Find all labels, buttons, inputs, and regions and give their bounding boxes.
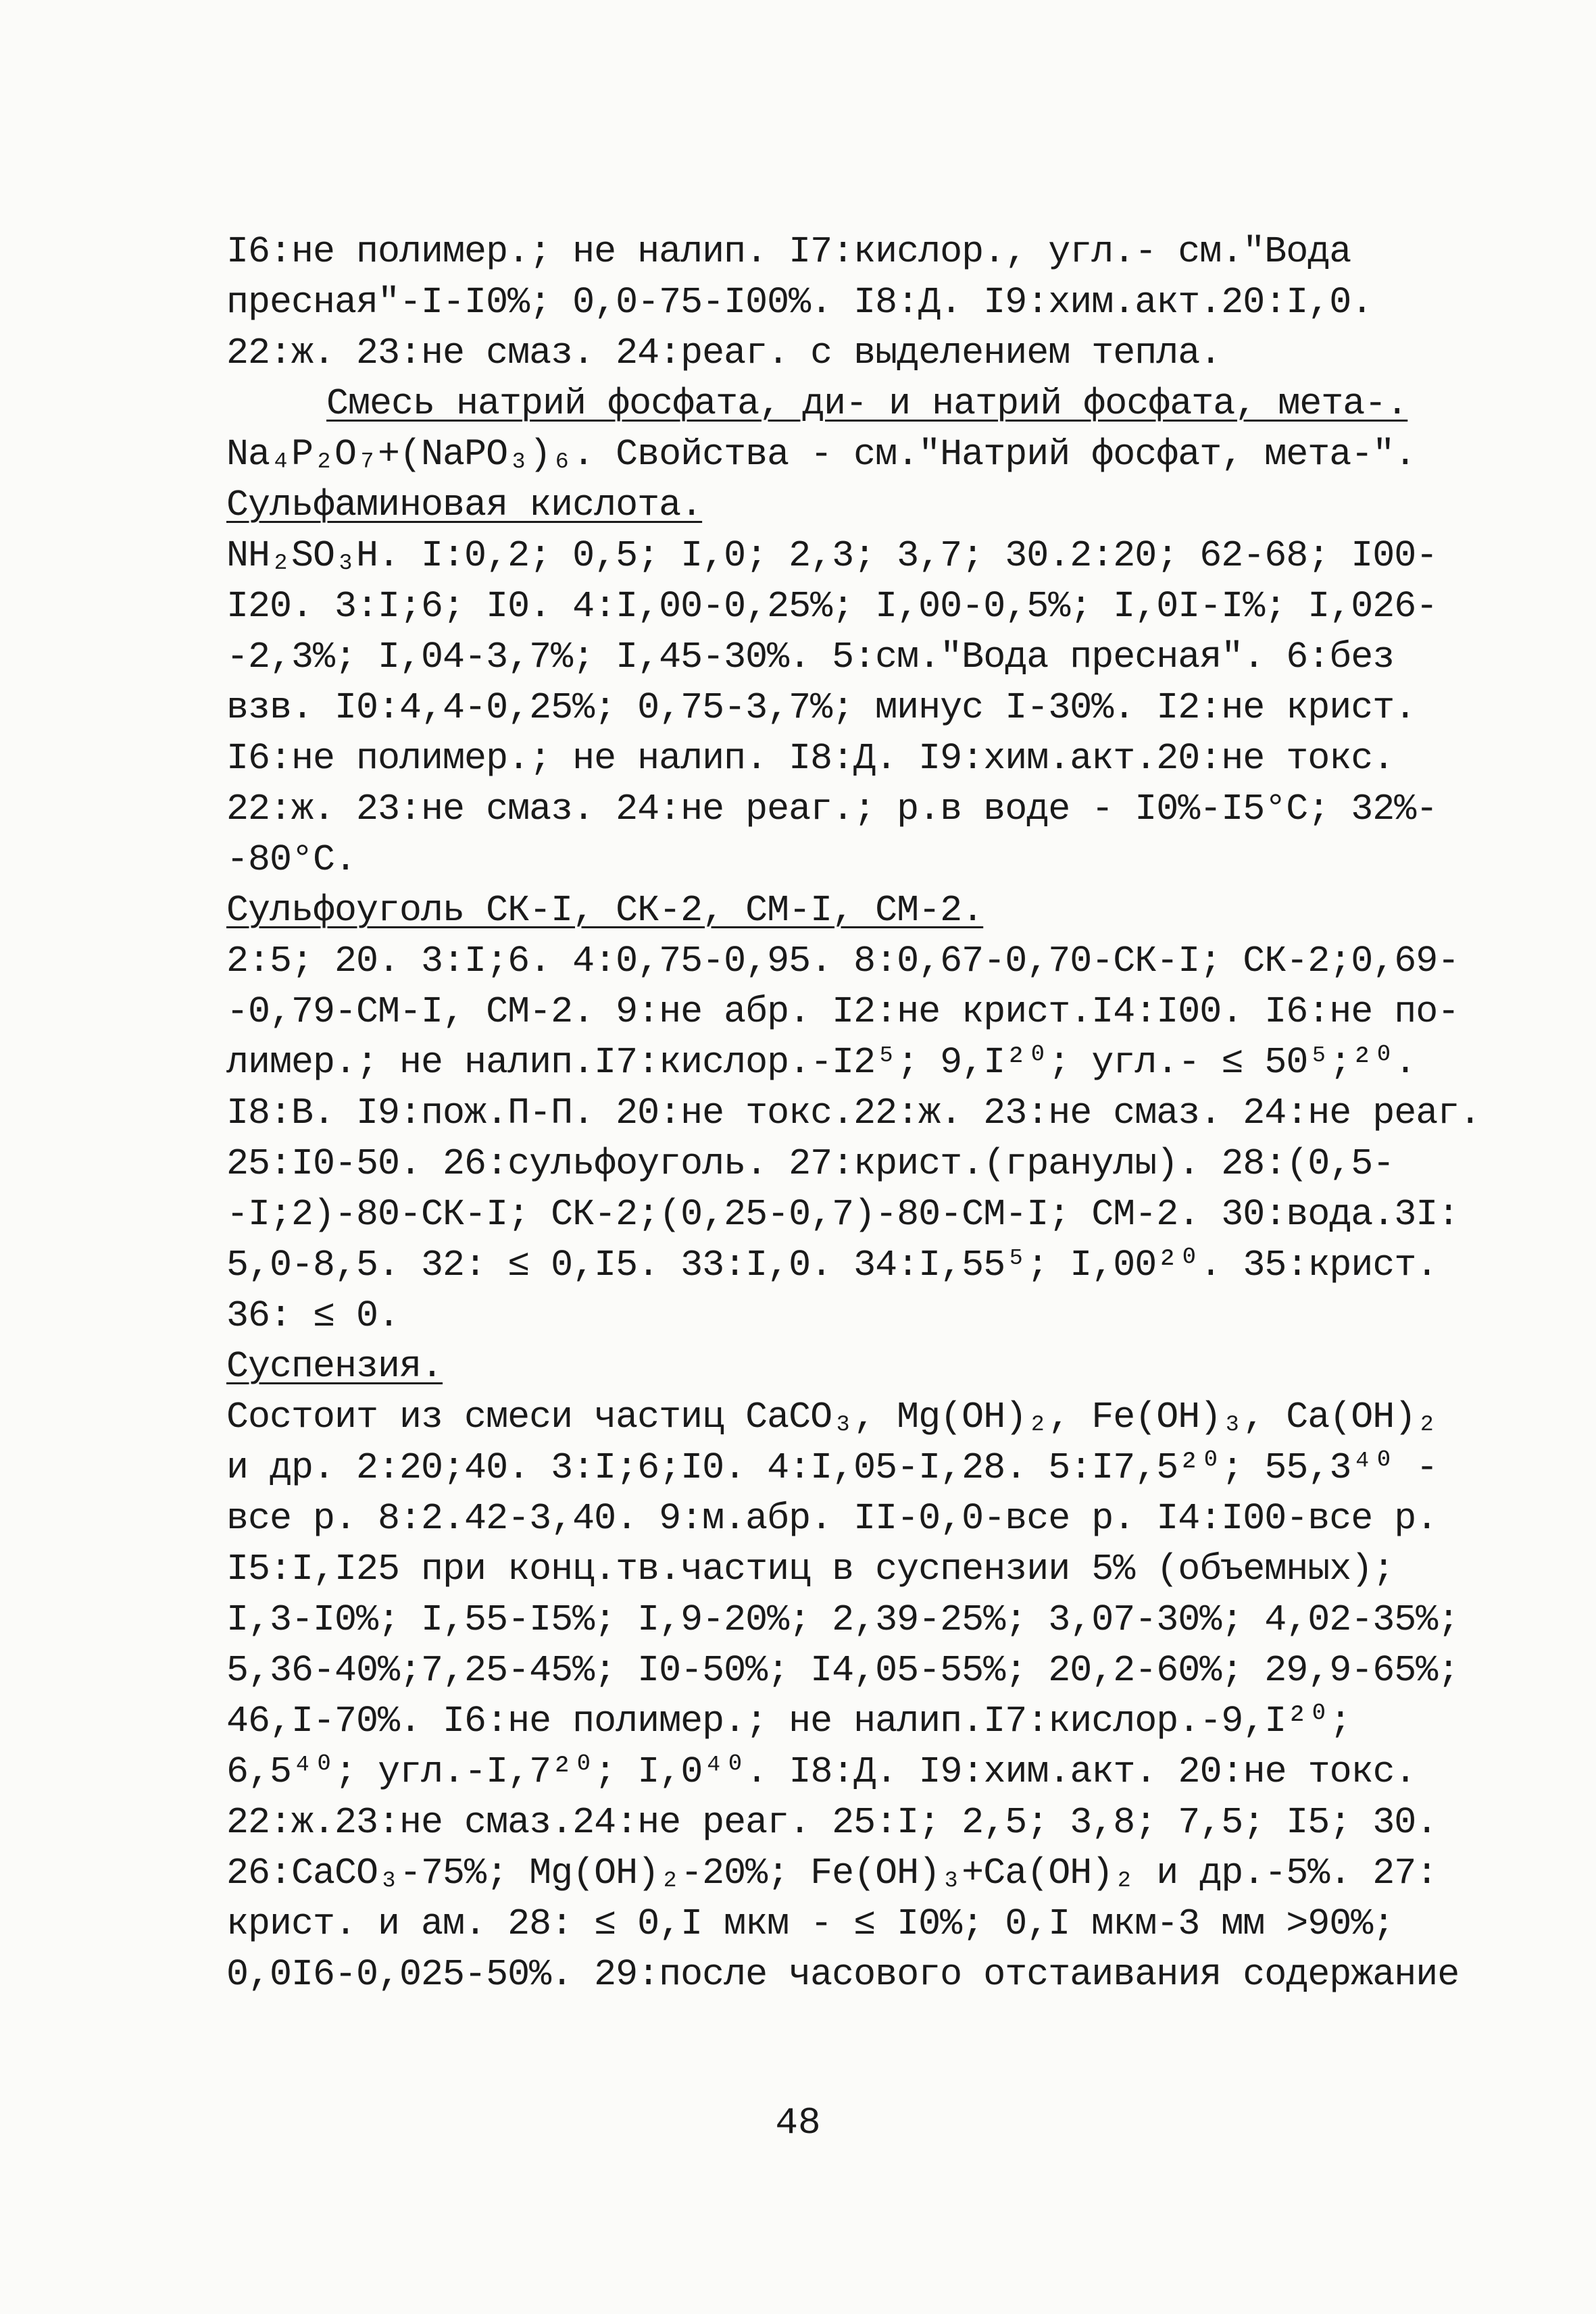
text-line: 2:5; 20. 3:I;6. 4:0,75-0,95. 8:0,67-0,70-СК-I; СК-2;0,69- (226, 940, 1460, 982)
text-line: -2,3%; I,04-3,7%; I,45-30%. 5:см."Вода пресная". 6:без (226, 636, 1395, 678)
section-heading: Смесь натрий фосфата, ди- и натрий фосфата, мета-. (326, 382, 1408, 425)
text-line: и др. 2:20;40. 3:I;6;I0. 4:I,05-I,28. 5:I7,5²⁰; 55,3⁴⁰ - (226, 1447, 1438, 1489)
text-line: -I;2)-80-СК-I; СК-2;(0,25-0,7)-80-СМ-I; СМ-2. 30:вода.3I: (226, 1193, 1460, 1236)
text-line: 5,0-8,5. 32: ≤ 0,I5. 33:I,0. 34:I,55⁵; I,00²⁰. 35:крист. (226, 1244, 1438, 1286)
text-line: 5,36-40%;7,25-45%; I0-50%; I4,05-55%; 20,2-60%; 29,9-65%; (226, 1649, 1460, 1692)
text-line: крист. и ам. 28: ≤ 0,I мкм - ≤ I0%; 0,I мкм-3 мм >90%; (226, 1903, 1395, 1945)
section-heading: Суспензия. (226, 1345, 443, 1388)
text-line: I,3-I0%; I,55-I5%; I,9-20%; 2,39-25%; 3,07-30%; 4,02-35%; (226, 1599, 1460, 1641)
text-line: 6,5⁴⁰; угл.-I,7²⁰; I,0⁴⁰. I8:Д. I9:хим.акт. 20:не токс. (226, 1751, 1416, 1793)
text-line: взв. I0:4,4-0,25%; 0,75-3,7%; минус I-30%. I2:не крист. (226, 686, 1416, 729)
text-line: I8:В. I9:пож.П-П. 20:не токс.22:ж. 23:не смаз. 24:не реаг. (226, 1092, 1481, 1134)
text-line: 26:CaCO₃-75%; Mg(OH)₂-20%; Fe(OH)₃+Ca(OH)₂ и др.-5%. 27: (226, 1852, 1438, 1894)
text-line: -0,79-СМ-I, СМ-2. 9:не абр. I2:не крист.I4:I00. I6:не по- (226, 990, 1460, 1033)
text-line: 22:ж. 23:не смаз. 24:не реаг.; р.в воде - I0%-I5°C; 32%- (226, 788, 1438, 830)
text-line: все р. 8:2.42-3,40. 9:м.абр. II-0,0-все р. I4:I00-все р. (226, 1497, 1438, 1540)
text-line: I20. 3:I;6; I0. 4:I,00-0,25%; I,00-0,5%; I,0I-I%; I,026- (226, 585, 1438, 628)
text-line: I5:I,I25 при конц.тв.частиц в суспензии 5% (объемных); (226, 1548, 1395, 1590)
text-line: 25:I0-50. 26:сульфоуголь. 27:крист.(гранулы). 28:(0,5- (226, 1142, 1395, 1185)
text-line: Na₄P₂O₇+(NaPO₃)₆. Свойства - см."Натрий фосфат, мета-". (226, 433, 1416, 476)
page-number: 48 (775, 2101, 821, 2144)
text-line: -80°C. (226, 838, 357, 881)
text-line: I6:не полимер.; не налип. I7:кислор., угл.- см."Вода (226, 230, 1351, 273)
text-line: I6:не полимер.; не налип. I8:Д. I9:хим.акт.20:не токс. (226, 737, 1395, 780)
text-line: NH₂SO₃H. I:0,2; 0,5; I,0; 2,3; 3,7; 30.2:20; 62-68; I00- (226, 534, 1438, 577)
text-line: 22:ж.23:не смаз.24:не реаг. 25:I; 2,5; 3,8; 7,5; I5; 30. (226, 1801, 1438, 1844)
body-text (226, 226, 1481, 2000)
section-heading: Сульфаминовая кислота. (226, 484, 703, 526)
section-heading: Сульфоуголь СК-I, СК-2, СМ-I, СМ-2. (226, 889, 984, 932)
text-line: 22:ж. 23:не смаз. 24:реаг. с выделением тепла. (226, 332, 1222, 374)
text-line: 46,I-70%. I6:не полимер.; не налип.I7:кислор.-9,I²⁰; (226, 1700, 1351, 1742)
text-line: лимер.; не налип.I7:кислор.-I2⁵; 9,I²⁰; угл.- ≤ 50⁵;²⁰. (226, 1041, 1416, 1084)
text-line: Состоит из смеси частиц CaCO₃, Mg(OH)₂, Fe(OH)₃, Ca(OH)₂ (226, 1396, 1438, 1438)
text-line: 0,0I6-0,025-50%. 29:после часового отстаивания содержание (226, 1953, 1460, 1996)
text-line: 36: ≤ 0. (226, 1294, 400, 1337)
text-line: пресная"-I-I0%; 0,0-75-I00%. I8:Д. I9:хим.акт.20:I,0. (226, 281, 1373, 324)
